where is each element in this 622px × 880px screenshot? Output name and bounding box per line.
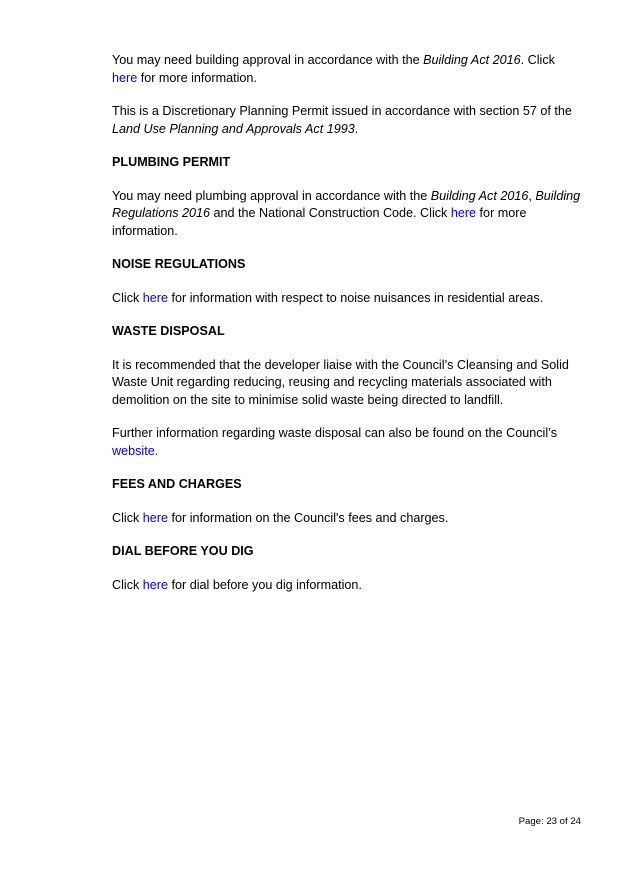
building-info-link[interactable]: here [112,70,138,85]
text: , [528,188,536,203]
plumbing-permit-heading: PLUMBING PERMIT [112,155,231,169]
noise-paragraph [112,290,582,308]
document-body [112,52,582,594]
text: for more information. [112,206,527,238]
waste-disposal-heading: WASTE DISPOSAL [112,324,225,338]
text: Click [112,577,143,592]
text: . [354,121,359,136]
text: . Click [520,53,555,67]
text: Click [112,290,143,305]
fees-charges-heading: FEES AND CHARGES [112,477,242,491]
fees-info-link[interactable]: here [142,510,169,525]
waste-website-paragraph [112,425,582,460]
act-title: Land Use Planning and Approvals Act 1993 [112,121,355,136]
text: for dial before you dig information. [168,577,362,592]
dial-paragraph [112,577,582,595]
text: This is a Discretionary Planning Permit issued in accordance with section 57 of the [112,104,572,118]
text: Further information regarding waste disposal can also be found on the Council’s [112,426,558,440]
act-title: Building Act 2016 [430,188,529,203]
text: Click [112,510,143,525]
plumbing-paragraph [112,188,582,241]
building-approval-paragraph [112,52,582,87]
text: You may need plumbing approval in accordance with the [112,188,431,203]
text: for information with respect to noise nuisances in residential areas. [168,290,544,305]
fees-paragraph [112,510,582,528]
dial-before-you-dig-heading: DIAL BEFORE YOU DIG [112,544,254,558]
council-website-link[interactable]: website [112,443,155,458]
text: You may need building approval in accordance with the [112,53,424,67]
page-number: Page: 23 of 24 [518,816,581,827]
plumbing-info-link[interactable]: here [450,206,477,220]
text: for information on the Council's fees and charges. [168,510,449,525]
waste-paragraph: It is recommended that the developer liaise with the Council’s Cleansing and Solid Waste Unit regarding reducing, reusing and recycling materials associated with demolition on the site to minimise solid waste being directed to landfill. [112,357,569,407]
act-title: Building Act 2016 [423,53,521,67]
text: . [154,443,159,458]
text: for more information. [137,70,257,85]
text: and the National Construction Code. Click [210,206,451,220]
discretionary-permit-paragraph [112,103,582,138]
regulation-title: Building Regulations 2016 [112,188,581,220]
noise-regulations-heading: NOISE REGULATIONS [112,257,246,271]
noise-info-link[interactable]: here [142,290,169,305]
dial-info-link[interactable]: here [142,577,169,592]
